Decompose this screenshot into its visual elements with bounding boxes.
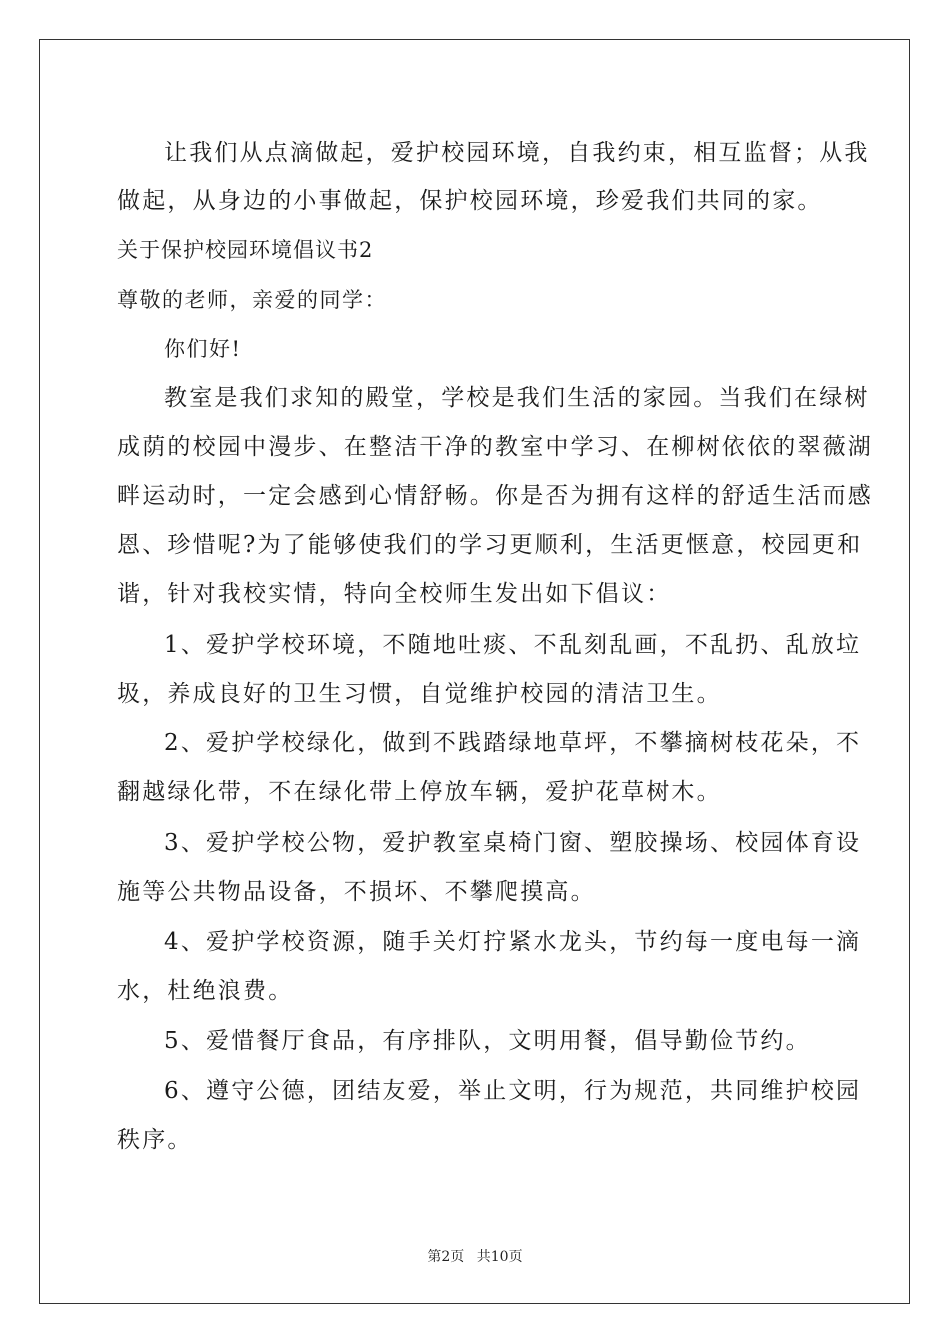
paragraph-line: 成荫的校园中漫步、在整洁干净的教室中学习、在柳树依依的翠薇湖 (117, 434, 873, 460)
proposal-item-5: 5、爱惜餐厅食品，有序排队，文明用餐，倡导勤俭节约。 (164, 1028, 811, 1054)
proposal-item-4: 4、爱护学校资源，随手关灯拧紧水龙头，节约每一度电每一滴 (164, 929, 862, 955)
greeting: 你们好! (164, 337, 242, 361)
proposal-item-1: 1、爱护学校环境，不随地吐痰、不乱刻乱画，不乱扔、乱放垃 (164, 632, 862, 658)
paragraph-line: 教室是我们求知的殿堂，学校是我们生活的家园。当我们在绿树 (164, 385, 870, 411)
page-total: 共10页 (476, 1249, 523, 1265)
paragraph-line: 畔运动时，一定会感到心情舒畅。你是否为拥有这样的舒适生活而感 (117, 483, 873, 509)
paragraph-line: 做起，从身边的小事做起，保护校园环境，珍爱我们共同的家。 (117, 188, 823, 214)
salutation: 尊敬的老师，亲爱的同学： (117, 288, 387, 312)
page-footer (0, 1246, 950, 1266)
paragraph-line: 水，杜绝浪费。 (117, 978, 294, 1004)
paragraph-line: 恩、珍惜呢?为了能够使我们的学习更顺利，生活更惬意，校园更和 (117, 532, 863, 558)
paragraph-line: 谐，针对我校实情，特向全校师生发出如下倡议： (117, 581, 672, 607)
page-border (39, 39, 910, 1304)
page-number: 第2页 (427, 1249, 465, 1265)
proposal-item-2: 2、爱护学校绿化，做到不践踏绿地草坪，不攀摘树枝花朵，不 (164, 730, 862, 756)
section-heading: 关于保护校园环境倡议书2 (117, 238, 374, 262)
paragraph-line: 秩序。 (117, 1127, 193, 1153)
paragraph-line: 施等公共物品设备，不损坏、不攀爬摸高。 (117, 879, 596, 905)
paragraph-line: 让我们从点滴做起，爱护校园环境，自我约束，相互监督；从我 (164, 140, 870, 166)
proposal-item-6: 6、遵守公德，团结友爱，举止文明，行为规范，共同维护校园 (164, 1078, 862, 1104)
paragraph-line: 圾，养成良好的卫生习惯，自觉维护校园的清洁卫生。 (117, 681, 722, 707)
proposal-item-3: 3、爱护学校公物，爱护教室桌椅门窗、塑胶操场、校园体育设 (164, 830, 862, 856)
paragraph-line: 翻越绿化带，不在绿化带上停放车辆，爱护花草树木。 (117, 779, 722, 805)
